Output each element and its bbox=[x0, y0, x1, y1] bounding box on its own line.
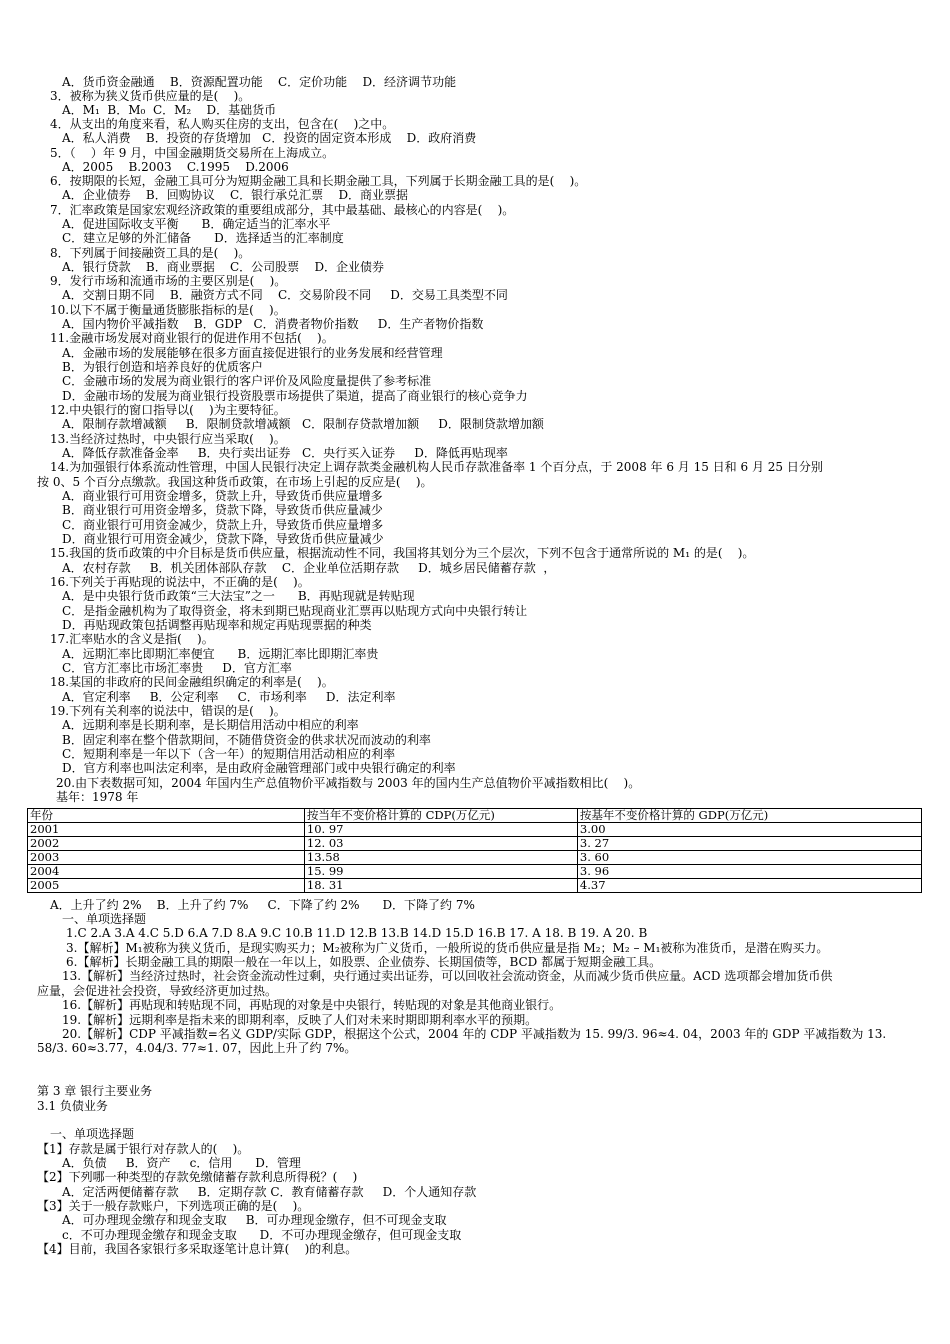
table-cell: 2001 bbox=[28, 823, 305, 837]
table-cell: 12. 03 bbox=[304, 837, 577, 851]
table-cell: 2004 bbox=[28, 865, 305, 879]
table-cell: 2002 bbox=[28, 837, 305, 851]
text-line: 18.某国的非政府的民间金融组织确定的利率是( )。 bbox=[50, 675, 334, 689]
text-line: A．上升了约 2% B．上升了约 7% C．下降了约 2% D．下降了约 7% bbox=[50, 898, 475, 912]
text-line: C．短期利率是一年以下（含一年）的短期信用活动相应的利率 bbox=[62, 747, 396, 761]
text-line: C．官方汇率比市场汇率贵 D．官方汇率 bbox=[62, 661, 292, 675]
text-line: A．M₁ B．M₀ C．M₂ D．基础货币 bbox=[62, 103, 277, 117]
text-line: 应量，会促进社会投资，导致经济更加过热。 bbox=[37, 984, 278, 998]
text-line: c．不可办理现金缴存和现金支取 D．不可办理现金缴存，但可现金支取 bbox=[62, 1228, 462, 1242]
text-line: 9．发行市场和流通市场的主要区别是( )。 bbox=[50, 274, 287, 288]
text-line: 58/3. 60≈3.77，4.04/3. 77≈1. 07，因此上升了约 7%。 bbox=[37, 1041, 357, 1055]
table-cell: 4.37 bbox=[577, 879, 921, 893]
gdp-table bbox=[27, 808, 922, 893]
table-cell: 2005 bbox=[28, 879, 305, 893]
table-cell: 10. 97 bbox=[304, 823, 577, 837]
text-line: A．限制存款增减额 B．限制贷款增减额 C．限制存贷款增加额 D．限制贷款增加额 bbox=[62, 417, 544, 431]
table-cell: 3. 60 bbox=[577, 851, 921, 865]
text-line: 16.【解析】再贴现和转贴现不同，再贴现的对象是中央银行，转贴现的对象是其他商业银行。 bbox=[62, 998, 562, 1012]
table-cell: 2003 bbox=[28, 851, 305, 865]
text-line: 13.当经济过热时，中央银行应当采取( )。 bbox=[50, 432, 286, 446]
text-line: 20.【解析】CDP 平减指数=名义 GDP/实际 GDP，根据这个公式，2004 年的 CDP 平减指数为 15. 99/3. 96≈4. 04，2003 年的 GDP 平减指数为 13. bbox=[62, 1027, 887, 1041]
text-line: A．农村存款 B．机关团体部队存款 C．企业单位活期存款 D．城乡居民储蓄存款 ， bbox=[62, 561, 556, 575]
table-cell: 15. 99 bbox=[304, 865, 577, 879]
table-row bbox=[28, 823, 922, 837]
text-line: 3．被称为狭义货币供应量的是( )。 bbox=[50, 89, 251, 103]
table-cell: 3. 27 bbox=[577, 837, 921, 851]
text-line: 17.汇率贴水的含义是指( )。 bbox=[50, 632, 214, 646]
text-line: D．官方利率也叫法定利率，是由政府金融管理部门或中央银行确定的利率 bbox=[62, 761, 456, 775]
table-row bbox=[28, 879, 922, 893]
table-header-row bbox=[28, 809, 922, 823]
table-header-cell: 年份 bbox=[28, 809, 305, 823]
text-line: B．固定利率在整个借款期间，不随借贷资金的供求状况而波动的利率 bbox=[62, 733, 431, 747]
table-cell: 3.00 bbox=[577, 823, 921, 837]
text-line: 12.中央银行的窗口指导以( )为主要特征。 bbox=[50, 403, 286, 417]
text-line: 15.我国的货币政策的中介目标是货币供应量，根据流动性不同，我国将其划分为三个层次，下列不包含于通常所说的 M₁ 的是( )。 bbox=[50, 546, 755, 560]
table-cell: 3. 96 bbox=[577, 865, 921, 879]
text-line: 1.C 2.A 3.A 4.C 5.D 6.A 7.D 8.A 9.C 10.B 11.D 12.B 13.B 14.D 15.D 16.B 17. A 18. B 19. A 20. B bbox=[66, 926, 648, 940]
text-line: A．私人消费 B．投资的存货增加 C．投资的固定资本形成 D．政府消费 bbox=[62, 131, 477, 145]
text-line: A．2005 B.2003 C.1995 D.2006 bbox=[62, 160, 289, 174]
text-line: D．商业银行可用资金减少，贷款下降，导致货币供应量减少 bbox=[62, 532, 384, 546]
text-line: 4．从支出的角度来看，私人购买住房的支出，包含在( )之中。 bbox=[50, 117, 395, 131]
text-line: 19.【解析】远期利率是指未来的即期利率，反映了人们对未来时期即期利率水平的预期。 bbox=[62, 1013, 538, 1027]
text-line: 3.【解析】M₁被称为狭义货币，是现实购买力；M₂被称为广义货币，一般所说的货币供应量是指 M₂；M₂ – M₁被称为准货币，是潜在购买力。 bbox=[66, 941, 829, 955]
table-row bbox=[28, 837, 922, 851]
text-line: A．官定利率 B．公定利率 C．市场利率 D．法定利率 bbox=[62, 690, 396, 704]
text-line: A．交割日期不同 B．融资方式不同 C．交易阶段不同 D．交易工具类型不同 bbox=[62, 288, 508, 302]
text-line: 3.1 负债业务 bbox=[37, 1099, 108, 1113]
text-line: 7．汇率政策是国家宏观经济政策的重要组成部分，其中最基础、最核心的内容是( )。 bbox=[50, 203, 515, 217]
text-line: C．建立足够的外汇储备 D．选择适当的汇率制度 bbox=[62, 231, 344, 245]
text-line: 第 3 章 银行主要业务 bbox=[37, 1084, 153, 1098]
table-row bbox=[28, 865, 922, 879]
text-line: B．为银行创造和培养良好的优质客户 bbox=[62, 360, 263, 374]
text-line: A．商业银行可用资金增多，贷款上升，导致货币供应量增多 bbox=[62, 489, 383, 503]
text-line: C．金融市场的发展为商业银行的客户评价及风险度量提供了参考标准 bbox=[62, 374, 432, 388]
text-line: A．是中央银行货币政策“三大法宝”之一 B．再贴现就是转贴现 bbox=[62, 589, 415, 603]
text-line: 8．下列属于间接融资工具的是( )。 bbox=[50, 246, 251, 260]
text-line: 一、单项选择题 bbox=[50, 1127, 135, 1141]
text-line: 基年：1978 年 bbox=[56, 790, 139, 804]
table-cell: 13.58 bbox=[304, 851, 577, 865]
text-line: A．货币资金融通 B．资源配置功能 C．定价功能 D．经济调节功能 bbox=[62, 75, 457, 89]
text-line: A．降低存款准备金率 B．央行卖出证券 C．央行买入证券 D．降低再贴现率 bbox=[62, 446, 508, 460]
text-line: 一、单项选择题 bbox=[62, 912, 147, 926]
text-line: 19.下列有关利率的说法中，错误的是( )。 bbox=[50, 704, 286, 718]
text-line: 11.金融市场发展对商业银行的促进作用不包括( )。 bbox=[50, 331, 334, 345]
text-line: 5．（ ）年 9 月，中国金融期货交易所在上海成立。 bbox=[50, 146, 335, 160]
text-line: 【4】目前，我国各家银行多采取逐笔计息计算( )的利息。 bbox=[37, 1242, 358, 1256]
text-line: C．商业银行可用资金减少，贷款上升，导致货币供应量增多 bbox=[62, 518, 384, 532]
text-line: A．银行贷款 B．商业票据 C．公司股票 D．企业债券 bbox=[62, 260, 385, 274]
text-line: A．金融市场的发展能够在很多方面直接促进银行的业务发展和经营管理 bbox=[62, 346, 443, 360]
table-row bbox=[28, 851, 922, 865]
text-line: 6．按期限的长短，金融工具可分为短期金融工具和长期金融工具，下列属于长期金融工具的是( )。 bbox=[50, 174, 587, 188]
text-line: 14.为加强银行体系流动性管理，中国人民银行决定上调存款类金融机构人民币存款准备率 1 个百分点，于 2008 年 6 月 15 日和 6 月 25 日分别 bbox=[50, 460, 823, 474]
text-line: 16.下列关于再贴现的说法中，不正确的是( )。 bbox=[50, 575, 310, 589]
table-header-cell: 按基年不变价格计算的 GDP(万亿元) bbox=[577, 809, 921, 823]
text-line: 13.【解析】当经济过热时，社会资金流动性过剩，央行通过卖出证券，可以回收社会流动资金，从而减少货币供应量。ACD 选项都会增加货币供 bbox=[62, 969, 833, 983]
text-line: 【1】存款是属于银行对存款人的( )。 bbox=[37, 1142, 250, 1156]
text-line: A．定活两便储蓄存款 B．定期存款 C．教育储蓄存款 D．个人通知存款 bbox=[62, 1185, 477, 1199]
text-line: A．远期汇率比即期汇率便宜 B．远期汇率比即期汇率贵 bbox=[62, 647, 379, 661]
text-line: B．商业银行可用资金增多，贷款下降，导致货币供应量减少 bbox=[62, 503, 383, 517]
text-line: D．再贴现政策包括调整再贴现率和规定再贴现票据的种类 bbox=[62, 618, 372, 632]
text-line: A．企业债券 B．回购协议 C．银行承兑汇票 D．商业票据 bbox=[62, 188, 409, 202]
text-line: A．国内物价平减指数 B．GDP C．消费者物价指数 D．生产者物价指数 bbox=[62, 317, 484, 331]
table-cell: 18. 31 bbox=[304, 879, 577, 893]
text-line: 【2】下列哪一种类型的存款免缴储蓄存款利息所得税？( ) bbox=[37, 1170, 358, 1184]
text-line: 【3】关于一般存款账户，下列选项正确的是( )。 bbox=[37, 1199, 310, 1213]
table-header-cell: 按当年不变价格计算的 CDP(万亿元) bbox=[304, 809, 577, 823]
text-line: D．金融市场的发展为商业银行投资股票市场提供了渠道，提高了商业银行的核心竞争力 bbox=[62, 389, 528, 403]
text-line: 20.由下表数据可知，2004 年国内生产总值物价平减指数与 2003 年的国内生产总值物价平减指数相比( )。 bbox=[56, 776, 641, 790]
text-line: C．是指金融机构为了取得资金，将未到期已贴现商业汇票再以贴现方式向中央银行转让 bbox=[62, 604, 528, 618]
text-line: A．可办理现金缴存和现金支取 B．可办理现金缴存，但不可现金支取 bbox=[62, 1213, 447, 1227]
text-line: 6.【解析】长期金融工具的期限一般在一年以上，如股票、企业债券、长期国债等，BCD 都属于短期金融工具。 bbox=[66, 955, 662, 969]
text-line: 10.以下不属于衡量通货膨胀指标的是( )。 bbox=[50, 303, 286, 317]
text-line: A．促进国际收支平衡 B．确定适当的汇率水平 bbox=[62, 217, 331, 231]
text-line: A．负债 B．资产 c．信用 D．管理 bbox=[62, 1156, 301, 1170]
text-line: 按 0、5 个百分点缴款。我国这种货币政策，在市场上引起的反应是( )。 bbox=[37, 475, 433, 489]
text-line: A．远期利率是长期利率，是长期信用活动中相应的利率 bbox=[62, 718, 359, 732]
